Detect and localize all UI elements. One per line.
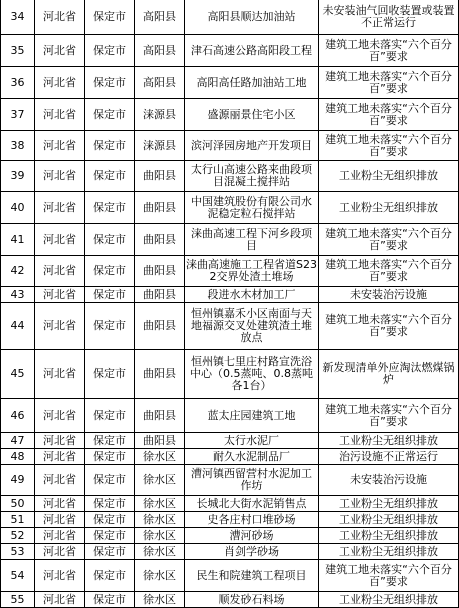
cell-number: 48	[1, 449, 35, 465]
cell-number: 37	[1, 99, 35, 131]
cell-province: 河北省	[35, 67, 85, 99]
cell-project-name: 顺发砂石料场	[185, 592, 319, 608]
cell-county: 高阳县	[135, 0, 185, 35]
cell-issue: 建筑工地未落实“六个百分百”要求	[319, 399, 459, 433]
cell-project-name: 史各庄村口堆砂场	[185, 512, 319, 528]
cell-county: 曲阳县	[135, 224, 185, 256]
cell-province: 河北省	[35, 449, 85, 465]
cell-county: 高阳县	[135, 67, 185, 99]
cell-city: 保定市	[85, 512, 135, 528]
cell-city: 保定市	[85, 449, 135, 465]
table-body	[1, 0, 459, 608]
table-row	[1, 528, 459, 544]
table-row	[1, 544, 459, 560]
cell-county: 曲阳县	[135, 303, 185, 350]
cell-county: 涞源县	[135, 131, 185, 161]
cell-county: 徐水区	[135, 560, 185, 592]
cell-city: 保定市	[85, 161, 135, 192]
cell-province: 河北省	[35, 399, 85, 433]
cell-county: 徐水区	[135, 528, 185, 544]
cell-county: 曲阳县	[135, 287, 185, 303]
cell-issue: 治污设施不正常运行	[319, 449, 459, 465]
cell-project-name: 中国建筑股份有限公司水泥稳定粒石搅拌站	[185, 192, 319, 224]
table-row	[1, 287, 459, 303]
cell-issue: 工业粉尘无组织排放	[319, 433, 459, 449]
cell-number: 53	[1, 544, 35, 560]
cell-number: 41	[1, 224, 35, 256]
cell-issue: 建筑工地未落实“六个百分百”要求	[319, 560, 459, 592]
cell-number: 50	[1, 496, 35, 512]
cell-project-name: 滨河泽园房地产开发项目	[185, 131, 319, 161]
cell-province: 河北省	[35, 256, 85, 287]
cell-number: 43	[1, 287, 35, 303]
cell-city: 保定市	[85, 303, 135, 350]
table-row	[1, 192, 459, 224]
cell-project-name: 高阳高任路加油站工地	[185, 67, 319, 99]
cell-number: 55	[1, 592, 35, 608]
cell-issue: 工业粉尘无组织排放	[319, 544, 459, 560]
cell-province: 河北省	[35, 303, 85, 350]
cell-county: 曲阳县	[135, 256, 185, 287]
table-row	[1, 99, 459, 131]
cell-province: 河北省	[35, 224, 85, 256]
cell-project-name: 漕河砂场	[185, 528, 319, 544]
cell-issue: 建筑工地未落实“六个百分百”要求	[319, 224, 459, 256]
cell-number: 54	[1, 560, 35, 592]
cell-number: 34	[1, 0, 35, 35]
cell-project-name: 耐久水泥制品厂	[185, 449, 319, 465]
cell-county: 曲阳县	[135, 350, 185, 399]
cell-number: 40	[1, 192, 35, 224]
table-row	[1, 512, 459, 528]
cell-county: 徐水区	[135, 465, 185, 496]
cell-issue: 建筑工地未落实“六个百分百”要求	[319, 67, 459, 99]
cell-issue: 工业粉尘无组织排放	[319, 496, 459, 512]
cell-province: 河北省	[35, 0, 85, 35]
cell-issue: 工业粉尘无组织排放	[319, 192, 459, 224]
cell-issue: 建筑工地未落实“六个百分百”要求	[319, 131, 459, 161]
cell-county: 曲阳县	[135, 399, 185, 433]
cell-province: 河北省	[35, 161, 85, 192]
cell-project-name: 段进水木材加工厂	[185, 287, 319, 303]
table-row	[1, 161, 459, 192]
cell-number: 39	[1, 161, 35, 192]
cell-project-name: 高阳县顺达加油站	[185, 0, 319, 35]
cell-number: 42	[1, 256, 35, 287]
cell-number: 52	[1, 528, 35, 544]
cell-city: 保定市	[85, 0, 135, 35]
cell-city: 保定市	[85, 350, 135, 399]
cell-issue: 新发现清单外应淘汰燃煤锅炉	[319, 350, 459, 399]
cell-province: 河北省	[35, 35, 85, 67]
table-row	[1, 67, 459, 99]
cell-county: 徐水区	[135, 496, 185, 512]
cell-project-name: 蓝太庄园建筑工地	[185, 399, 319, 433]
cell-province: 河北省	[35, 528, 85, 544]
cell-city: 保定市	[85, 544, 135, 560]
cell-city: 保定市	[85, 496, 135, 512]
table-row	[1, 350, 459, 399]
cell-county: 徐水区	[135, 544, 185, 560]
cell-city: 保定市	[85, 99, 135, 131]
cell-city: 保定市	[85, 35, 135, 67]
cell-city: 保定市	[85, 67, 135, 99]
cell-number: 44	[1, 303, 35, 350]
cell-issue: 建筑工地未落实“六个百分百”要求	[319, 256, 459, 287]
cell-city: 保定市	[85, 131, 135, 161]
cell-issue: 未安装治污设施	[319, 287, 459, 303]
table-row	[1, 465, 459, 496]
cell-number: 35	[1, 35, 35, 67]
cell-county: 涞源县	[135, 99, 185, 131]
cell-county: 曲阳县	[135, 161, 185, 192]
table-row	[1, 131, 459, 161]
cell-project-name: 恒州镇七里庄村路宣洗浴中心（0.5蒸吨、0.8蒸吨各1台）	[185, 350, 319, 399]
table-row	[1, 449, 459, 465]
cell-county: 徐水区	[135, 512, 185, 528]
cell-province: 河北省	[35, 192, 85, 224]
table-row	[1, 560, 459, 592]
cell-city: 保定市	[85, 433, 135, 449]
table-row	[1, 0, 459, 35]
cell-city: 保定市	[85, 560, 135, 592]
cell-province: 河北省	[35, 560, 85, 592]
cell-city: 保定市	[85, 399, 135, 433]
cell-number: 46	[1, 399, 35, 433]
cell-number: 38	[1, 131, 35, 161]
cell-issue: 未安装油气回收装置或装置不正常运行	[319, 0, 459, 35]
cell-county: 徐水区	[135, 449, 185, 465]
table-row	[1, 256, 459, 287]
cell-project-name: 肖剑学砂场	[185, 544, 319, 560]
cell-project-name: 太行水泥厂	[185, 433, 319, 449]
cell-number: 45	[1, 350, 35, 399]
cell-province: 河北省	[35, 433, 85, 449]
cell-county: 曲阳县	[135, 192, 185, 224]
table-row	[1, 592, 459, 608]
table-row	[1, 496, 459, 512]
cell-number: 49	[1, 465, 35, 496]
cell-project-name: 长城北大街水泥销售点	[185, 496, 319, 512]
cell-city: 保定市	[85, 287, 135, 303]
cell-issue: 工业粉尘无组织排放	[319, 528, 459, 544]
cell-province: 河北省	[35, 350, 85, 399]
cell-project-name: 漕河镇西留营村水泥加工作坊	[185, 465, 319, 496]
cell-city: 保定市	[85, 465, 135, 496]
cell-city: 保定市	[85, 224, 135, 256]
cell-province: 河北省	[35, 544, 85, 560]
cell-project-name: 津石高速公路高阳段工程	[185, 35, 319, 67]
cell-province: 河北省	[35, 99, 85, 131]
cell-number: 36	[1, 67, 35, 99]
cell-number: 51	[1, 512, 35, 528]
cell-issue: 未安装治污设施	[319, 465, 459, 496]
cell-issue: 工业粉尘无组织排放	[319, 512, 459, 528]
cell-project-name: 涞曲高速工程下河乡段项目	[185, 224, 319, 256]
cell-city: 保定市	[85, 256, 135, 287]
cell-issue: 工业粉尘无组织排放	[319, 161, 459, 192]
cell-project-name: 盛源丽景住宅小区	[185, 99, 319, 131]
cell-issue: 工业粉尘无组织排放	[319, 592, 459, 608]
table-row	[1, 399, 459, 433]
cell-issue: 建筑工地未落实“六个百分百”要求	[319, 99, 459, 131]
cell-project-name: 太行山高速公路来曲段项目混凝土搅拌站	[185, 161, 319, 192]
cell-issue: 建筑工地未落实“六个百分百”要求	[319, 303, 459, 350]
cell-province: 河北省	[35, 131, 85, 161]
cell-province: 河北省	[35, 592, 85, 608]
table-row	[1, 224, 459, 256]
cell-province: 河北省	[35, 465, 85, 496]
table-row	[1, 303, 459, 350]
cell-issue: 建筑工地未落实“六个百分百”要求	[319, 35, 459, 67]
cell-project-name: 民生和院建筑工程项目	[185, 560, 319, 592]
cell-county: 高阳县	[135, 35, 185, 67]
cell-city: 保定市	[85, 592, 135, 608]
cell-county: 曲阳县	[135, 433, 185, 449]
cell-province: 河北省	[35, 496, 85, 512]
cell-project-name: 恒州镇嘉禾小区南面与天地福源交叉处建筑渣土堆放点	[185, 303, 319, 350]
table-row	[1, 35, 459, 67]
cell-project-name: 涞曲高速施工工程省道S232交界处渣土堆场	[185, 256, 319, 287]
cell-county: 徐水区	[135, 592, 185, 608]
cell-province: 河北省	[35, 287, 85, 303]
cell-city: 保定市	[85, 192, 135, 224]
cell-number: 47	[1, 433, 35, 449]
cell-city: 保定市	[85, 528, 135, 544]
cell-province: 河北省	[35, 512, 85, 528]
table-row	[1, 433, 459, 449]
